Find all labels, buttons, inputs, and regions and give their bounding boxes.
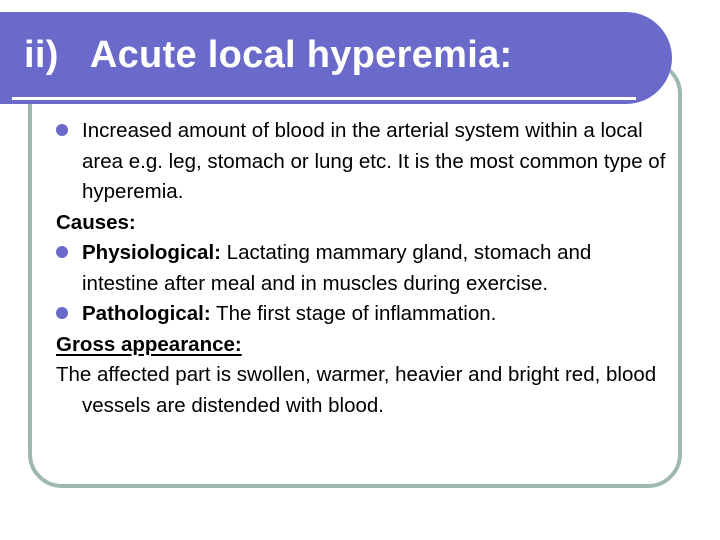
slide-title: ii) Acute local hyperemia:: [24, 34, 513, 76]
bullet-dot-icon: [56, 124, 68, 136]
causes-heading: Causes:: [56, 210, 136, 234]
cause-text: The first stage of inflammation.: [210, 302, 497, 325]
slide-body: [56, 116, 672, 421]
cause-physiological: [56, 238, 672, 299]
bullet-dot-icon: [56, 307, 68, 319]
intro-text: Increased amount of blood in the arterial system within a local area e.g. leg, stomach or lung etc. It is the most common type of hyperemia.: [82, 119, 666, 203]
cause-label: Pathological:: [82, 302, 211, 325]
cause-pathological: [56, 299, 672, 330]
gross-heading: Gross appearance:: [56, 332, 242, 356]
title-underline: [12, 97, 636, 100]
gross-text: The affected part is swollen, warmer, heavier and bright red, blood vessels are distended with blood.: [56, 363, 657, 417]
cause-text: Lactating mammary gland, stomach and intestine after meal and in muscles during exercise.: [82, 241, 592, 295]
cause-label: Physiological:: [82, 241, 221, 264]
bullet-dot-icon: [56, 246, 68, 258]
intro-bullet: [56, 116, 672, 208]
